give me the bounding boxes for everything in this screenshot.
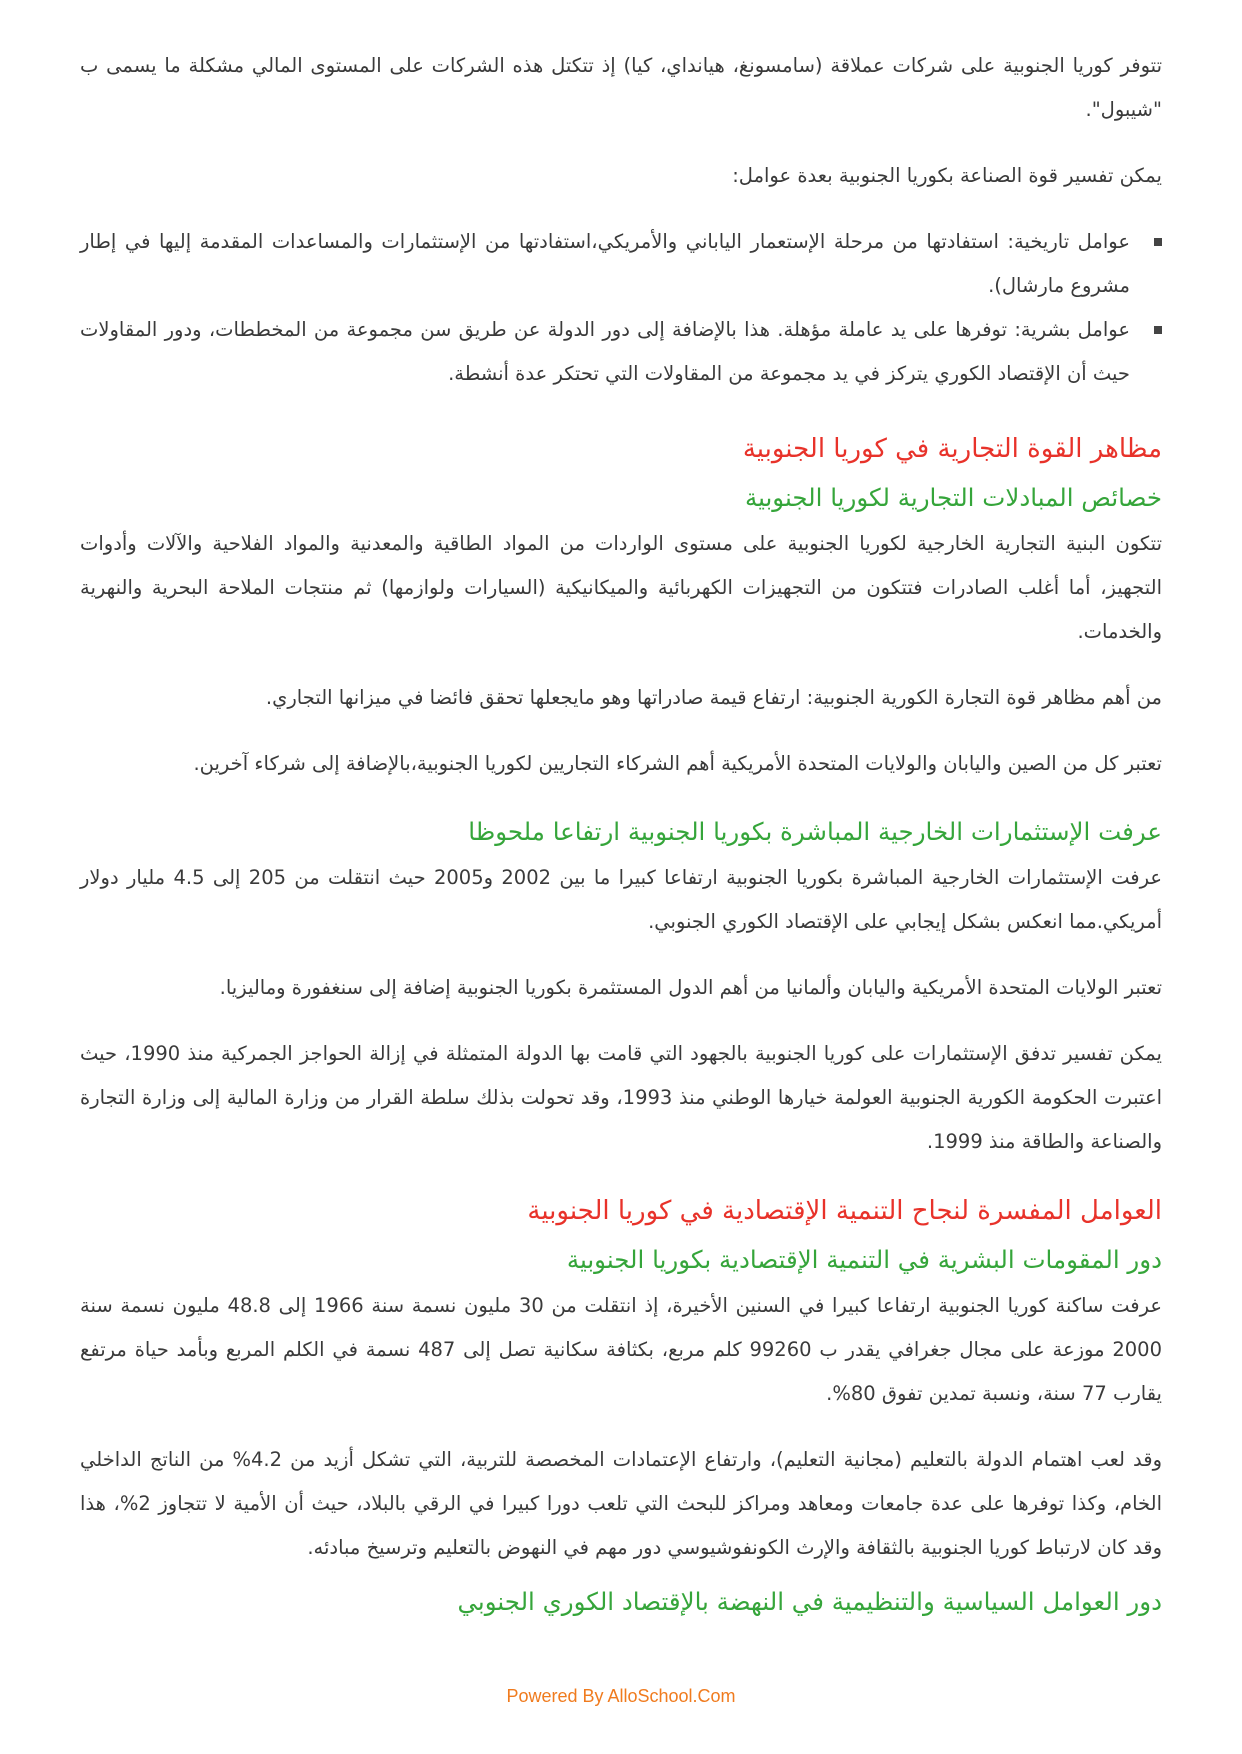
paragraph-education: وقد لعب اهتمام الدولة بالتعليم (مجانية التعليم)، وارتفاع الإعتمادات المخصصة للتربية، التي تشكل أزيد من 4.2% من الناتج الداخلي الخام، وكذا توفرها على عدة جامعات ومعاهد ومراكز للبحث التي تلعب دورا كبيرا في الرقي بالبلاد، حيث أن الأمية لا تتجاوز 2%، هذا وقد كان لارتباط كوريا الجنوبية بالثقافة والإرث الكونفوشيوسي دور مهم في النهوض بالتعليم وترسيخ مبادئه. (80, 1448, 1162, 1559)
industry-factors-list (80, 220, 1162, 396)
square-bullet-icon (1154, 326, 1162, 334)
subsection-heading-fdi: عرفت الإستثمارات الخارجية المباشرة بكوريا الجنوبية ارتفاعا ملحوظا (468, 817, 1162, 846)
square-bullet-icon (1154, 238, 1162, 246)
subsection-heading-human-factors: دور المقومات البشرية في التنمية الإقتصادية بكوريا الجنوبية (566, 1245, 1162, 1274)
subsection-heading-political-factors: دور العوامل السياسية والتنظيمية في النهضة بالإقتصاد الكوري الجنوبي (457, 1587, 1162, 1616)
document-page (80, 44, 1162, 1626)
list-item-text: عوامل بشرية: توفرها على يد عاملة مؤهلة. هذا بالإضافة إلى دور الدولة عن طريق سن مجموعة من المخططات، ودور المقاولات حيث أن الإقتصاد الكوري يتركز في يد مجموعة من المقاولات التي تحتكر عدة أنشطة. (80, 318, 1130, 385)
subsection-heading-trade-exchanges: خصائص المبادلات التجارية لكوريا الجنوبية (744, 483, 1162, 512)
paragraph-population: عرفت ساكنة كوريا الجنوبية ارتفاعا كبيرا في السنين الأخيرة، إذ انتقلت من 30 مليون نسمة سنة 1966 إلى 48.8 مليون نسمة سنة 2000 موزعة على مجال جغرافي يقدر ب 99260 كلم مربع، بكثافة سكانية تصل إلى 487 نسمة في الكلم المربع وبأمد حياة مرتفع يقارب 77 سنة، ونسبة تمدين تفوق 80%. (80, 1294, 1162, 1405)
paragraph-fdi-explanation: يمكن تفسير تدفق الإستثمارات على كوريا الجنوبية بالجهود التي قامت بها الدولة المتمثلة في إزالة الحواجز الجمركية منذ 1990، حيث اعتبرت الحكومة الكورية الجنوبية العولمة خيارها الوطني منذ 1993، وقد تحولت بذلك سلطة القرار من وزارة المالية إلى وزارة التجارة والصناعة والطاقة منذ 1999. (80, 1042, 1162, 1153)
list-item-text: عوامل تاريخية: استفادتها من مرحلة الإستعمار الياباني والأمريكي،استفادتها من الإستثمارات والمساعدات المقدمة إليها في إطار مشروع مارشال). (80, 230, 1130, 297)
paragraph-fdi-growth: عرفت الإستثمارات الخارجية المباشرة بكوريا الجنوبية ارتفاعا كبيرا ما بين 2002 و2005 حيث انتقلت من 205 إلى 4.5 مليار دولار أمريكي.مما انعكس بشكل إيجابي على الإقتصاد الكوري الجنوبي. (80, 866, 1162, 933)
list-item (80, 308, 1130, 396)
intro-paragraph-chaebol: تتوفر كوريا الجنوبية على شركات عملاقة (سامسونغ، هيانداي، كيا) إذ تتكتل هذه الشركات على المستوى المالي مشكلة ما يسمى ب "شيبول". (80, 54, 1162, 121)
section-heading-trade-power: مظاهر القوة التجارية في كوريا الجنوبية (742, 434, 1162, 464)
list-item (80, 220, 1130, 308)
paragraph-trade-surplus: من أهم مظاهر قوة التجارة الكورية الجنوبية: ارتفاع قيمة صادراتها وهو مايجعلها تحقق فائضا في ميزانها التجاري. (265, 686, 1162, 709)
intro-paragraph-factors: يمكن تفسير قوة الصناعة بكوريا الجنوبية بعدة عوامل: (732, 164, 1162, 187)
paragraph-fdi-investors: تعتبر الولايات المتحدة الأمريكية واليابان وألمانيا من أهم الدول المستثمرة بكوريا الجنوبية إضافة إلى سنغفورة وماليزيا. (219, 976, 1162, 999)
paragraph-trade-partners: تعتبر كل من الصين واليابان والولايات المتحدة الأمريكية أهم الشركاء التجاريين لكوريا الجنوبية،بالإضافة إلى شركاء آخرين. (193, 752, 1162, 775)
paragraph-trade-structure: تتكون البنية التجارية الخارجية لكوريا الجنوبية على مستوى الواردات من المواد الطاقية والمعدنية والمواد الفلاحية والآلات وأدوات التجهيز، أما أغلب الصادرات فتتكون من التجهيزات الكهربائية والميكانيكية (السيارات ولوازمها) ثم منتجات الملاحة البحرية والنهرية والخدمات. (80, 532, 1162, 643)
section-heading-development-factors: العوامل المفسرة لنجاح التنمية الإقتصادية في كوريا الجنوبية (527, 1196, 1162, 1226)
footer-credit: Powered By AlloSchool.Com (506, 1686, 736, 1706)
